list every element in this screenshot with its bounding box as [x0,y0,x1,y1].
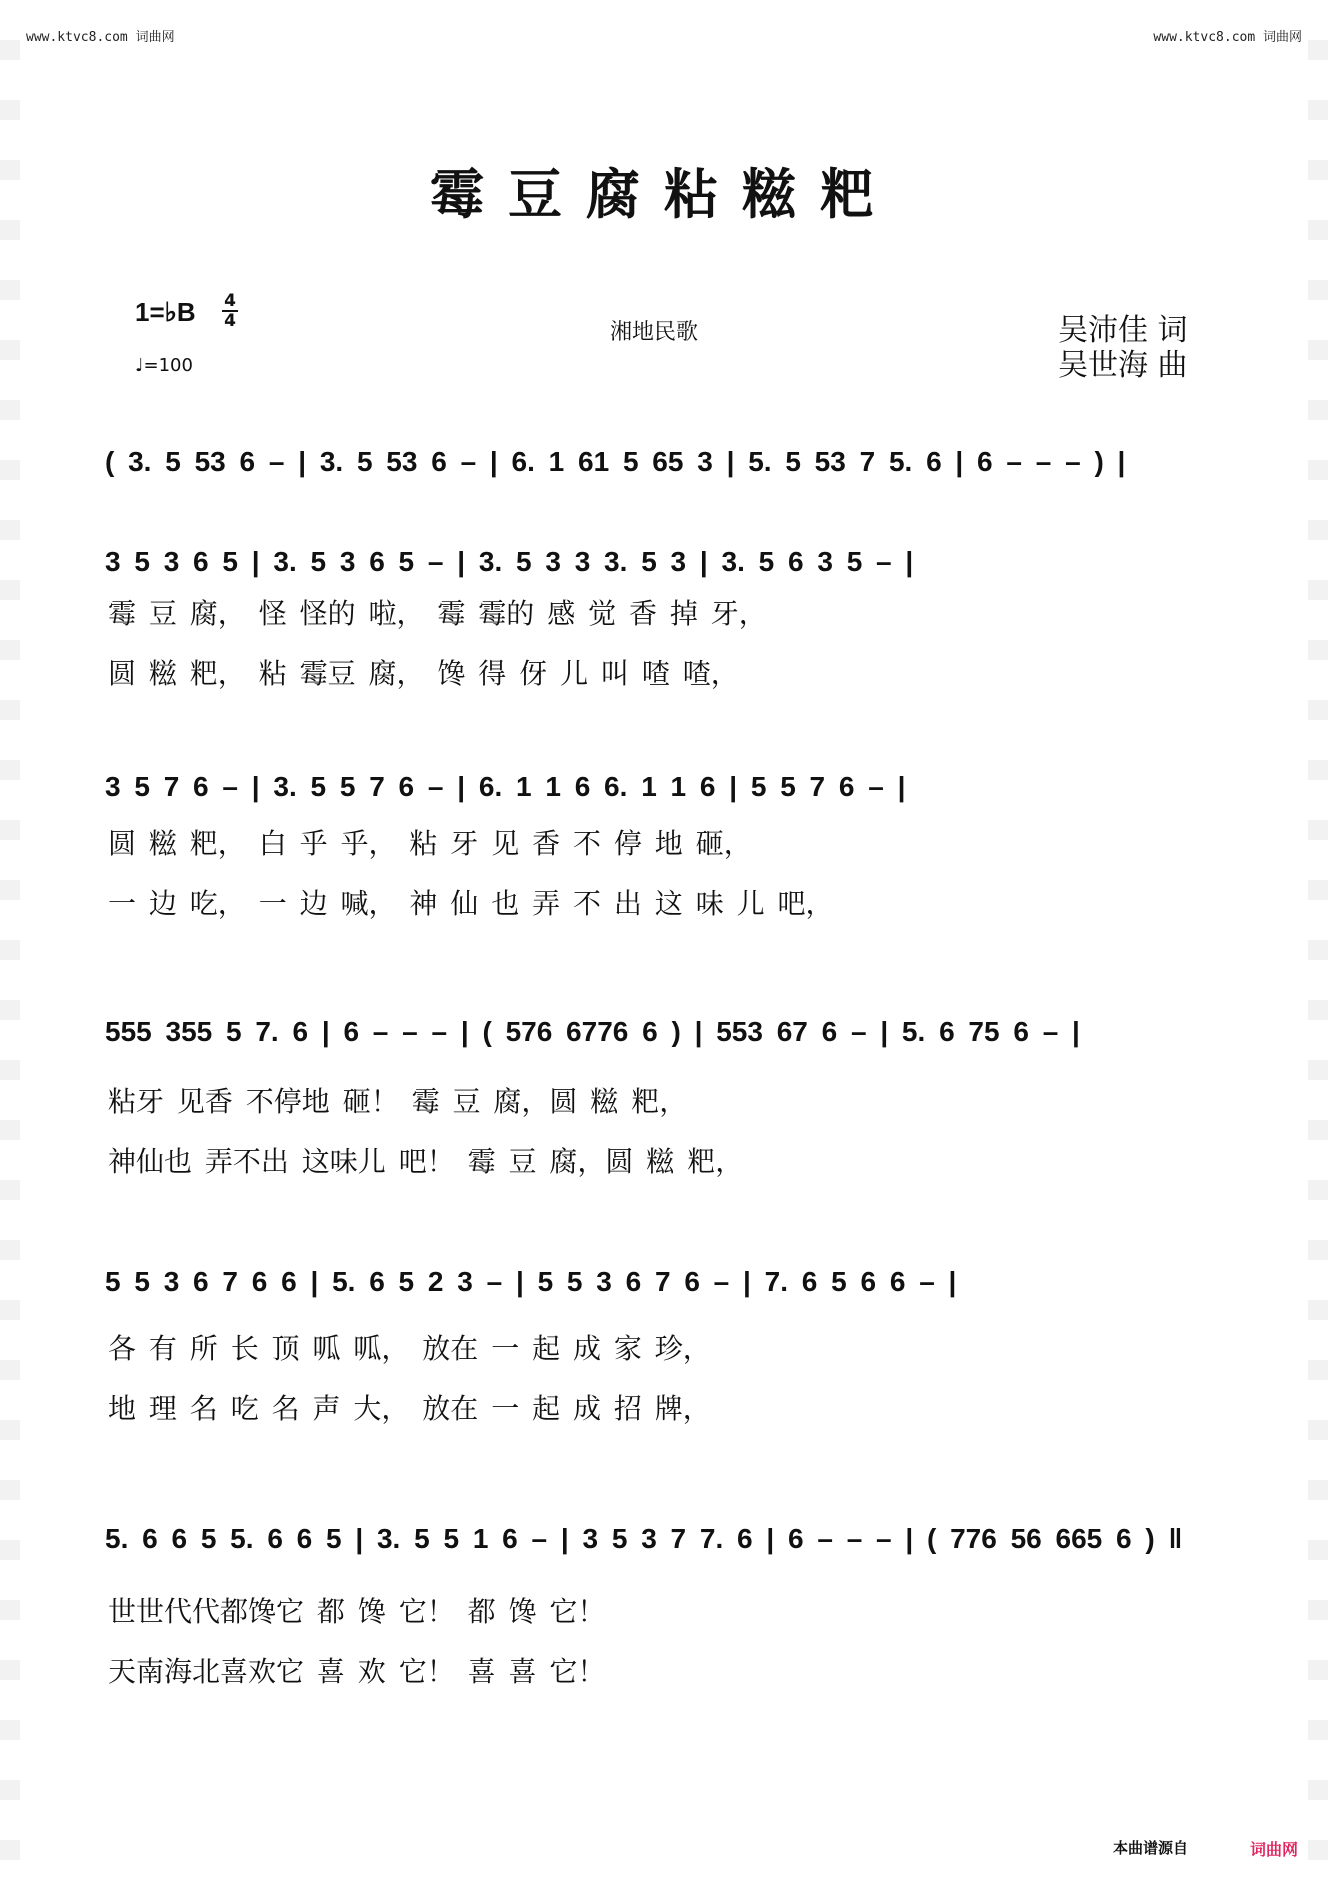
notes-line-1: ( 3. 5 53 6 – | 3. 5 53 6 – | 6. 1 61 5 65 3 | 5. 5 53 7 5. 6 | 6 – – – ) | [105,446,1126,477]
lyricist-credit: 吴沛佳 词 [1058,313,1188,348]
score-system-4 [105,1000,1230,1060]
lyric-line-5-verse-1: 各 有 所 长 顶 呱 呱， 放在 一 起 成 家 珍， [108,1332,711,1365]
key-signature: 1=♭B [135,297,196,327]
left-margin-strip [0,0,20,1882]
footer-source-label: 本曲谱源自 [1112,1839,1188,1857]
time-signature-top: 4 [224,291,236,311]
composer-credit: 吴世海 曲 [1058,348,1188,383]
page-title: 霉豆腐粘糍粑 [430,162,898,226]
score-system-6 [105,1507,1230,1567]
time-signature-bottom: 4 [224,311,236,331]
score-system-2 [105,530,1230,590]
time-signature [222,292,238,330]
lyric-line-2-verse-1: 霉 豆 腐， 怪 怪的 啦， 霉 霉的 感 觉 香 掉 牙， [108,597,767,630]
lyric-line-5-verse-2: 地 理 名 吃 名 声 大， 放在 一 起 成 招 牌， [108,1392,711,1425]
score-system-3 [105,755,1230,815]
lyric-line-4-verse-2: 神仙也 弄不出 这味儿 吧！ 霉 豆 腐，圆 糍 粑， [108,1145,744,1178]
lyric-line-6-verse-1: 世世代代都馋它 都 馋 它！ 都 馋 它！ [108,1595,606,1628]
notes-line-5: 5 5 3 6 7 6 6 | 5. 6 5 2 3 – | 5 5 3 6 7 6 – | 7. 6 5 6 6 – | [105,1266,957,1297]
right-margin-strip [1308,0,1328,1882]
lyric-line-4-verse-1: 粘牙 见香 不停地 砸！ 霉 豆 腐，圆 糍 粑， [108,1085,688,1118]
genre-label: 湘地民歌 [610,320,699,345]
footer-brand-link[interactable]: 词曲网 [1249,1840,1298,1859]
header-left[interactable]: www.ktvc8.com 词曲网 [26,30,175,45]
header-right[interactable]: www.ktvc8.com 词曲网 [1153,30,1302,45]
notes-line-6: 5. 6 6 5 5. 6 6 5 | 3. 5 5 1 6 – | 3 5 3 7 7. 6 | 6 – – – | ( 776 56 665 6 ) ‖ [105,1523,1183,1554]
notes-line-2: 3 5 3 6 5 | 3. 5 3 6 5 – | 3. 5 3 3 3. 5 3 | 3. 5 6 3 5 – | [105,546,914,577]
score-system-5 [105,1250,1230,1310]
lyric-line-2-verse-2: 圆 糍 粑， 粘 霉豆 腐， 馋 得 伢 儿 叫 喳 喳， [108,657,739,690]
tempo-marking: ♩=100 [135,355,193,376]
notes-line-3: 3 5 7 6 – | 3. 5 5 7 6 – | 6. 1 1 6 6. 1 1 6 | 5 5 7 6 – | [105,771,906,802]
score-system-1 [105,430,1230,490]
lyric-line-6-verse-2: 天南海北喜欢它 喜 欢 它！ 喜 喜 它！ [108,1655,606,1688]
notes-line-4: 555 355 5 7. 6 | 6 – – – | ( 576 6776 6 ) | 553 67 6 – | 5. 6 75 6 – | [105,1016,1080,1047]
lyric-line-3-verse-2: 一 边 吃， 一 边 喊， 神 仙 也 弄 不 出 这 味 儿 吧， [108,887,834,920]
lyric-line-3-verse-1: 圆 糍 粑， 白 乎 乎， 粘 牙 见 香 不 停 地 砸， [108,827,752,860]
